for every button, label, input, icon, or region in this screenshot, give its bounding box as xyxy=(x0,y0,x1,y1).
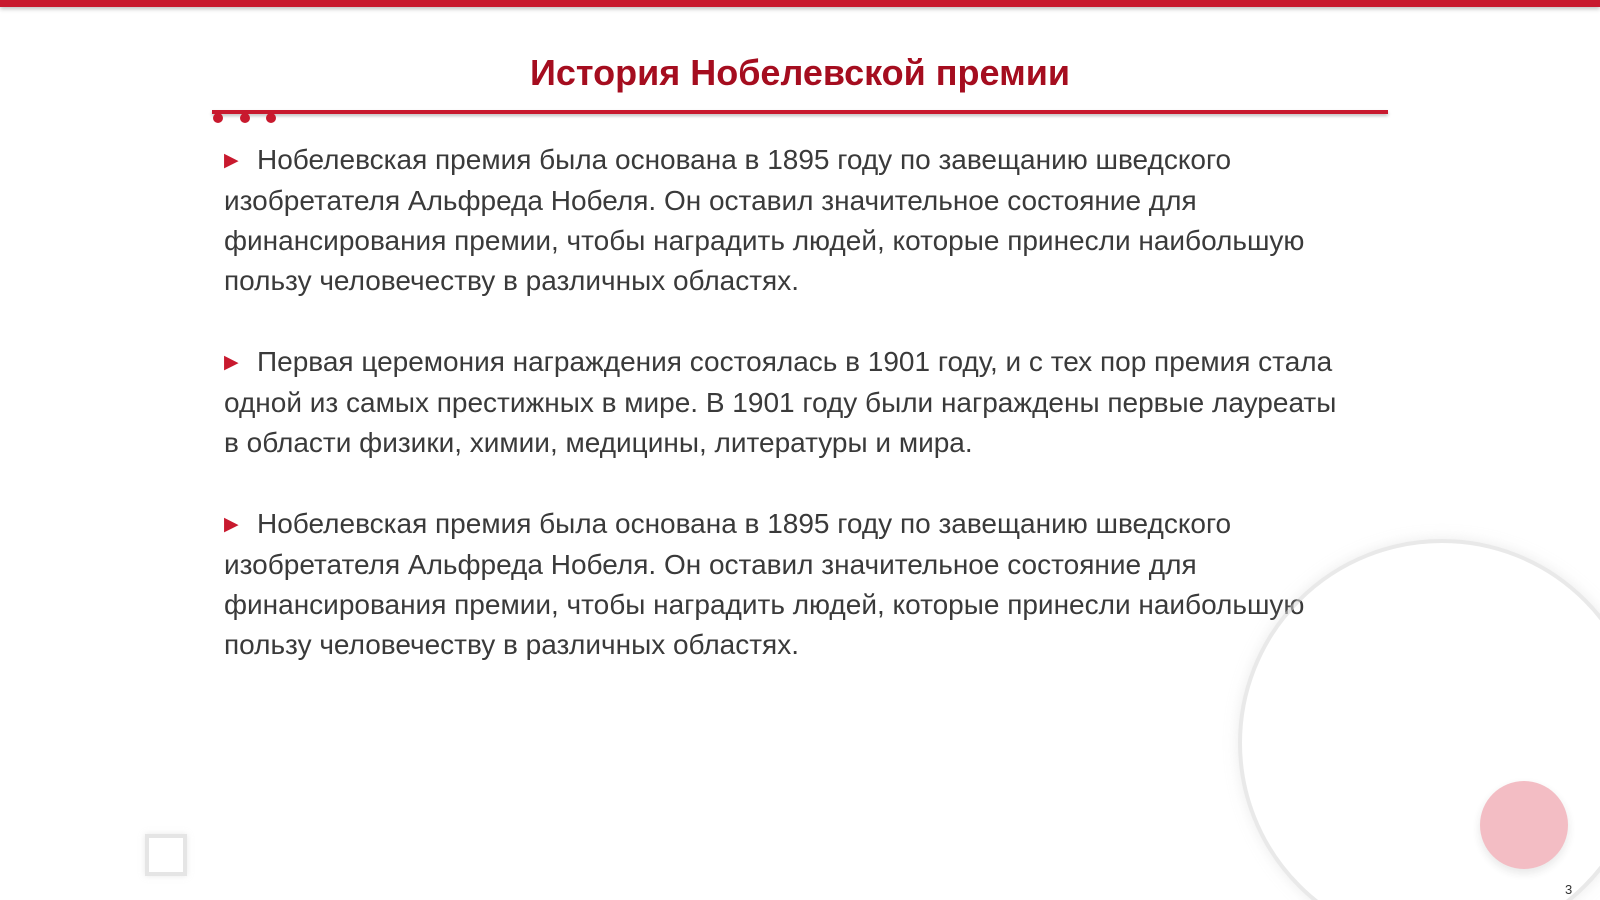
slide-title: История Нобелевской премии xyxy=(530,52,1070,93)
title-underline xyxy=(212,110,1388,114)
page-number: 3 xyxy=(1565,882,1573,897)
bullet-list xyxy=(224,140,1344,706)
bullet-paragraph xyxy=(224,342,1344,463)
paragraph-text: Нобелевская премия была основана в 1895 году по завещанию шведского изобретателя Альфреда Нобеля. Он оставил значительное состояние для финансирования премии, чтобы наградить людей, которые принесли наибольшую пользу человечеству в различных областях. xyxy=(224,144,1305,296)
bullet-paragraph xyxy=(224,504,1344,665)
bullet-arrow-icon: ▶ xyxy=(224,150,239,171)
top-accent-bar xyxy=(0,0,1600,7)
decorative-dot xyxy=(240,113,250,123)
decorative-circle xyxy=(1480,781,1568,869)
bullet-arrow-icon: ▶ xyxy=(224,352,239,373)
decorative-square xyxy=(145,834,187,876)
bullet-arrow-icon: ▶ xyxy=(224,514,239,535)
bullet-paragraph xyxy=(224,140,1344,301)
decorative-dot xyxy=(266,113,276,123)
decorative-dot xyxy=(213,113,223,123)
paragraph-text: Первая церемония награждения состоялась в 1901 году, и с тех пор премия стала одной из самых престижных в мире. В 1901 году были награждены первые лауреаты в области физики, химии, медицины, литературы и мира. xyxy=(224,346,1337,458)
paragraph-text: Нобелевская премия была основана в 1895 году по завещанию шведского изобретателя Альфреда Нобеля. Он оставил значительное состояние для финансирования премии, чтобы наградить людей, которые принесли наибольшую пользу человечеству в различных областях. xyxy=(224,508,1305,660)
